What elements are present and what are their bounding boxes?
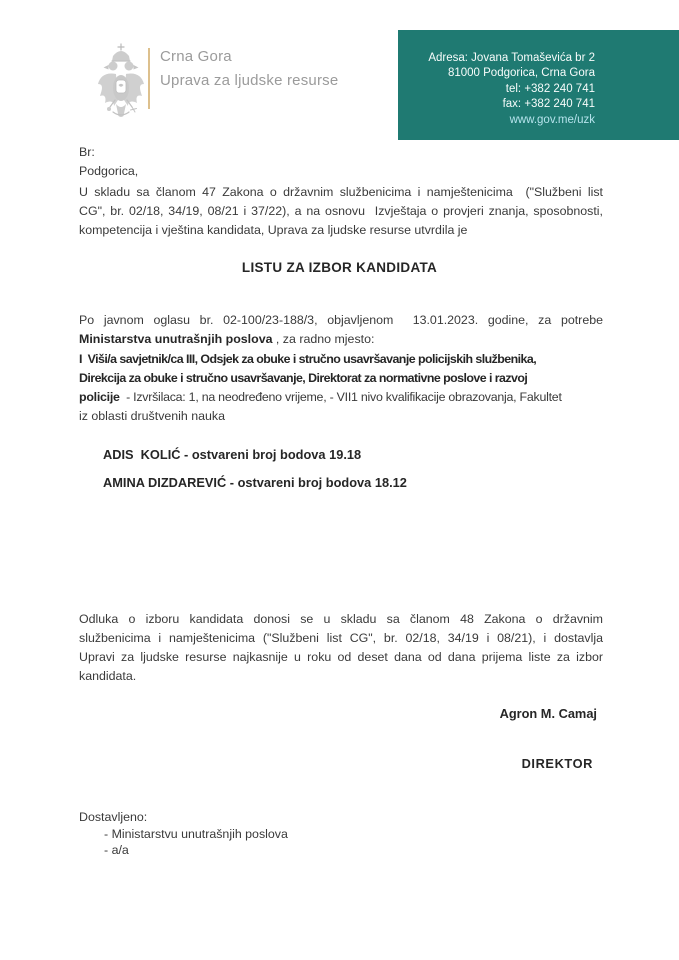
position-line <box>79 388 603 407</box>
document-title: LISTU ZA IZBOR KANDIDATA <box>241 260 438 275</box>
position-title-bold: policije <box>79 390 120 404</box>
vacancy-line: Po javnom oglasu br. 02-100/23-188/3, objavljenom 13.01.2023. godine, za potrebe <box>79 313 603 327</box>
decision-paragraph <box>79 610 603 686</box>
vacancy-line-rest: , za radno mjesto: <box>272 332 375 346</box>
org-block <box>160 45 338 92</box>
decision-line: Odluka o izboru kandidata donosi se u skladu sa članom 48 Zakona o državnim <box>79 612 603 626</box>
decision-line: službenicima i namještenicima ("Službeni list CG", br. 02/18, 34/19 i 08/21), i dostavlja <box>79 631 603 645</box>
website-link[interactable]: www.gov.me/uzk <box>509 113 595 126</box>
position-line: Direkcija za obuke i stručno usavršavanje, Direktorat za normativne poslove i razvoj <box>79 371 528 385</box>
vacancy-line <box>79 330 603 349</box>
candidate-entry: AMINA DIZDAREVIĆ - ostvareni broj bodova 18.12 <box>103 475 407 490</box>
intro-line: U skladu sa članom 47 Zakona o državnim službenicima i namještenicima ("Službeni list <box>79 185 603 199</box>
position-line: iz oblasti društvenih nauka <box>79 409 226 423</box>
address-line-street: Adresa: Jovana Tomaševića br 2 <box>428 52 595 64</box>
position-paragraph <box>79 350 603 426</box>
position-line-rest: - Izvršilaca: 1, na neodređeno vrijeme, - VII1 nivo kvalifikacije obrazovanja, Fakultet <box>119 390 562 404</box>
distribution-item: - a/a <box>104 843 129 857</box>
letterhead-separator <box>148 48 150 109</box>
ref-number-label: Br: <box>79 145 95 159</box>
intro-line: CG", br. 02/18, 34/19, 08/21 i 37/22), a na osnovu Izvještaja o provjeri znanja, sposobnosti, <box>79 204 603 218</box>
signatory-role: DIREKTOR <box>521 756 593 771</box>
ministry-name-bold: Ministarstva unutrašnjih poslova <box>79 332 273 346</box>
ref-place: Podgorica, <box>79 163 139 178</box>
coat-of-arms-icon <box>95 42 147 120</box>
distribution-label: Dostavljeno: <box>79 810 148 824</box>
position-line: I Viši/a savjetnik/ca III, Odsjek za obuke i stručno usavršavanje policijskih službenika, <box>79 352 537 366</box>
org-country: Crna Gora <box>160 48 232 65</box>
signatory-name: Agron M. Camaj <box>499 706 597 721</box>
candidate-entry: ADIS KOLIĆ - ostvareni broj bodova 19.18 <box>103 447 362 462</box>
address-box <box>398 30 679 140</box>
decision-line: Upravi za ljudske resurse najkasnije u roku od deset dana od dana prijema liste za izbor <box>79 650 603 664</box>
intro-line: kompetencija i vještina kandidata, Uprava za ljudske resurse utvrdila je <box>79 223 468 237</box>
intro-paragraph <box>79 183 603 240</box>
vacancy-paragraph <box>79 311 603 349</box>
address-line-fax: fax: +382 240 741 <box>502 98 595 111</box>
decision-line: kandidata. <box>79 669 137 683</box>
address-line-tel: tel: +382 240 741 <box>505 82 595 95</box>
address-line-city: 81000 Podgorica, Crna Gora <box>447 67 595 80</box>
org-department: Uprava za ljudske resurse <box>160 71 339 89</box>
distribution-item: - Ministarstvu unutrašnjih poslova <box>104 827 288 841</box>
